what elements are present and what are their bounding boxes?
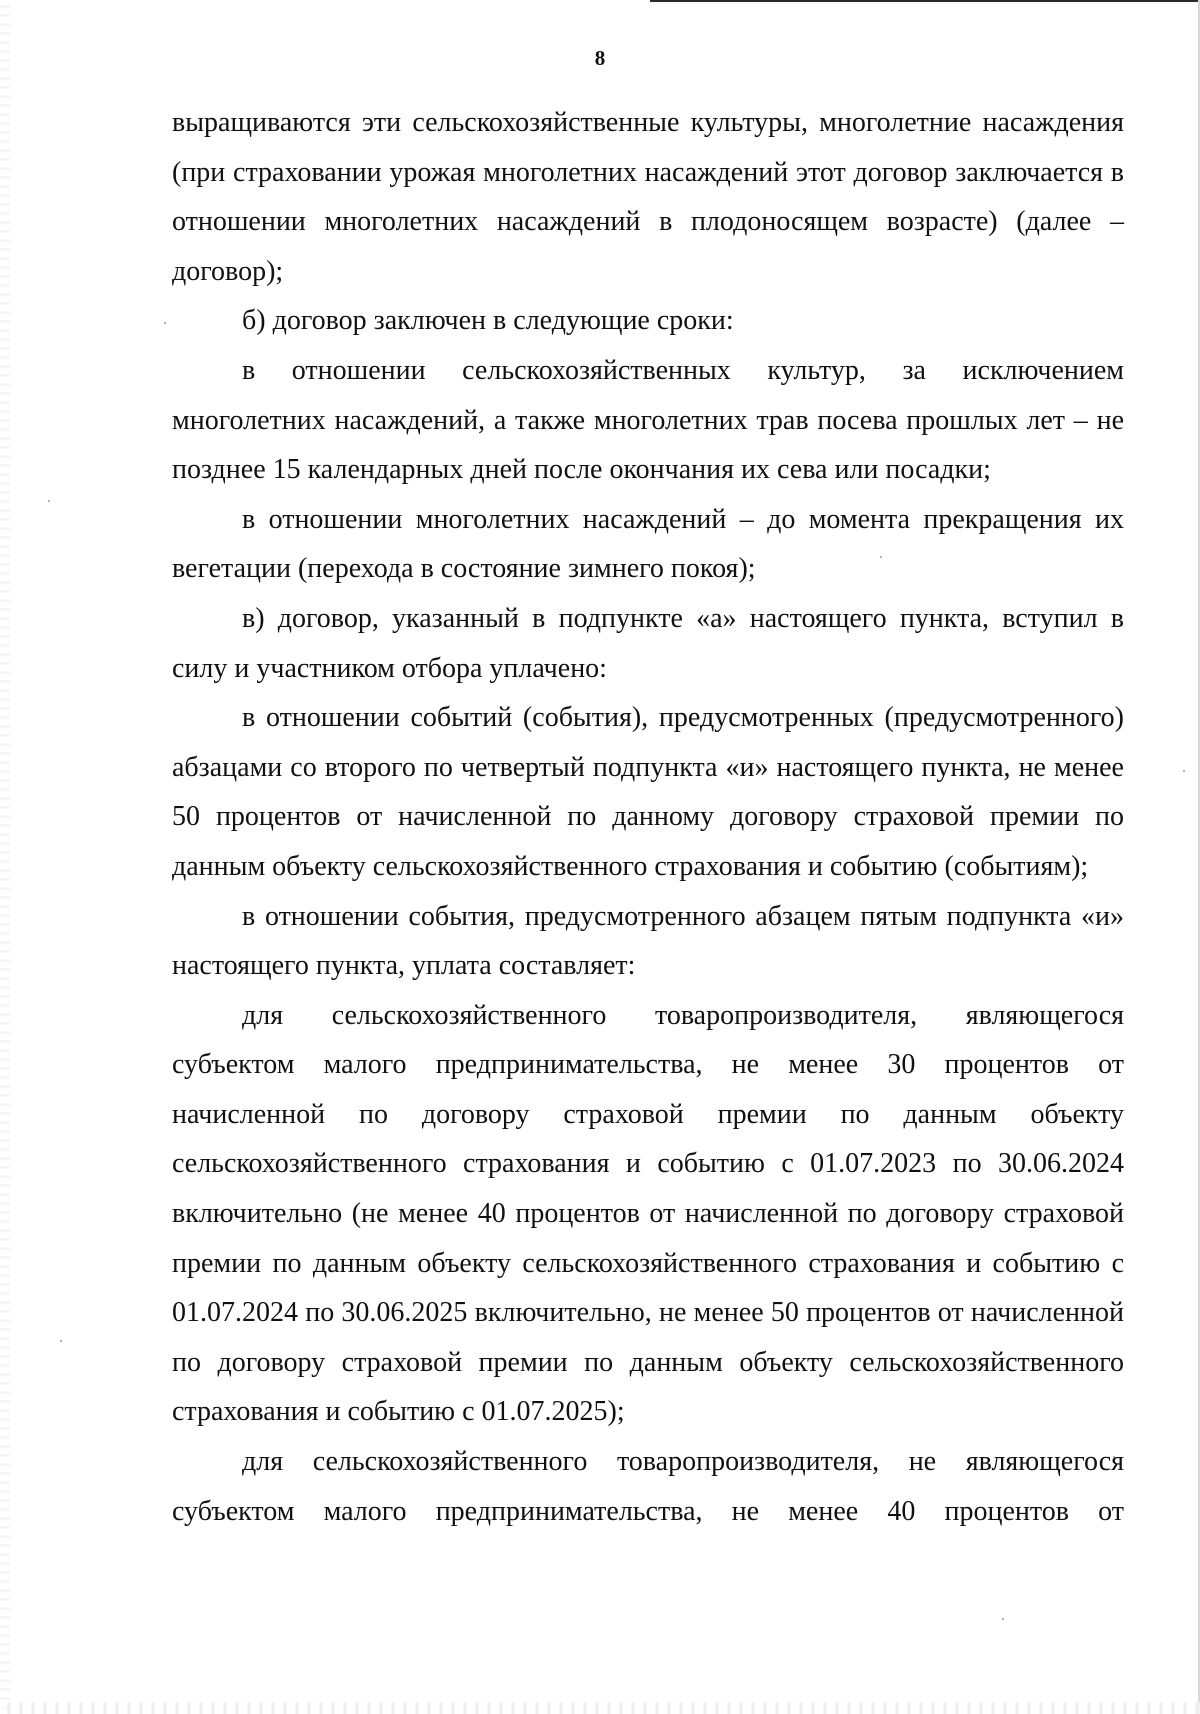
page-number: 8 [594,46,606,70]
paragraph-events-payment: в отношении событий (события), предусмотренных (предусмотренного) абзацами со второго по четвертый подпункта «и» настоящего пункта, не менее 50 процентов от начисленной по данному договору страховой премии по данным объекту сельскохозяйственного страхования и событию (событиям); [172,702,1124,882]
scan-edge-bottom [0,1702,1200,1714]
paragraph-subitem-v: в) договор, указанный в подпункте «а» настоящего пункта, вступил в силу и участником отбора уплачено: [172,602,1124,684]
paragraph-event-fifth: в отношении события, предусмотренного абзацем пятым подпункта «и» настоящего пункта, уплата составляет: [172,900,1124,982]
scan-speck [164,322,166,324]
scan-edge-top [650,0,1200,2]
scan-speck [1002,1618,1004,1620]
paragraph-not-small-business: для сельскохозяйственного товаропроизводителя, не являющегося субъектом малого предпринимательства, не менее 40 процентов от [172,1446,1124,1527]
paragraph-crops-deadline: в отношении сельскохозяйственных культур, за исключением многолетних насаждений, а также многолетних трав посева прошлых лет – не позднее 15 календарных дней после окончания их сева или посадки; [172,354,1124,486]
document-body [172,98,1124,1536]
paragraph-perennials-deadline: в отношении многолетних насаждений – до момента прекращения их вегетации (перехода в состояние зимнего покоя); [172,503,1124,585]
scan-edge-left [0,0,10,1714]
paragraph-small-business: для сельскохозяйственного товаропроизводителя, являющегося субъектом малого предпринимательства, не менее 30 процентов от начисленной по договору страховой премии по данным объекту сельскохозяйственного страхования и событию с 01.07.2023 по 30.06.2024 включительно (не менее 40 процентов от начисленной по договору страховой премии по данным объекту сельскохозяйственного страхования и событию с 01.07.2024 по 30.06.2025 включительно, не менее 50 процентов от начисленной по договору страховой премии по данным объекту сельскохозяйственного страхования и событию с 01.07.2025); [172,999,1124,1428]
scan-speck [48,500,50,502]
paragraph-continuation: выращиваются эти сельскохозяйственные культуры, многолетние насаждения (при страховании урожая многолетних насаждений этот договор заключается в отношении многолетних насаждений в плодоносящем возрасте) (далее – договор); [172,107,1124,287]
scan-speck [1183,770,1185,772]
scan-speck [60,1340,62,1342]
paragraph-subitem-b: б) договор заключен в следующие сроки: [242,305,734,337]
